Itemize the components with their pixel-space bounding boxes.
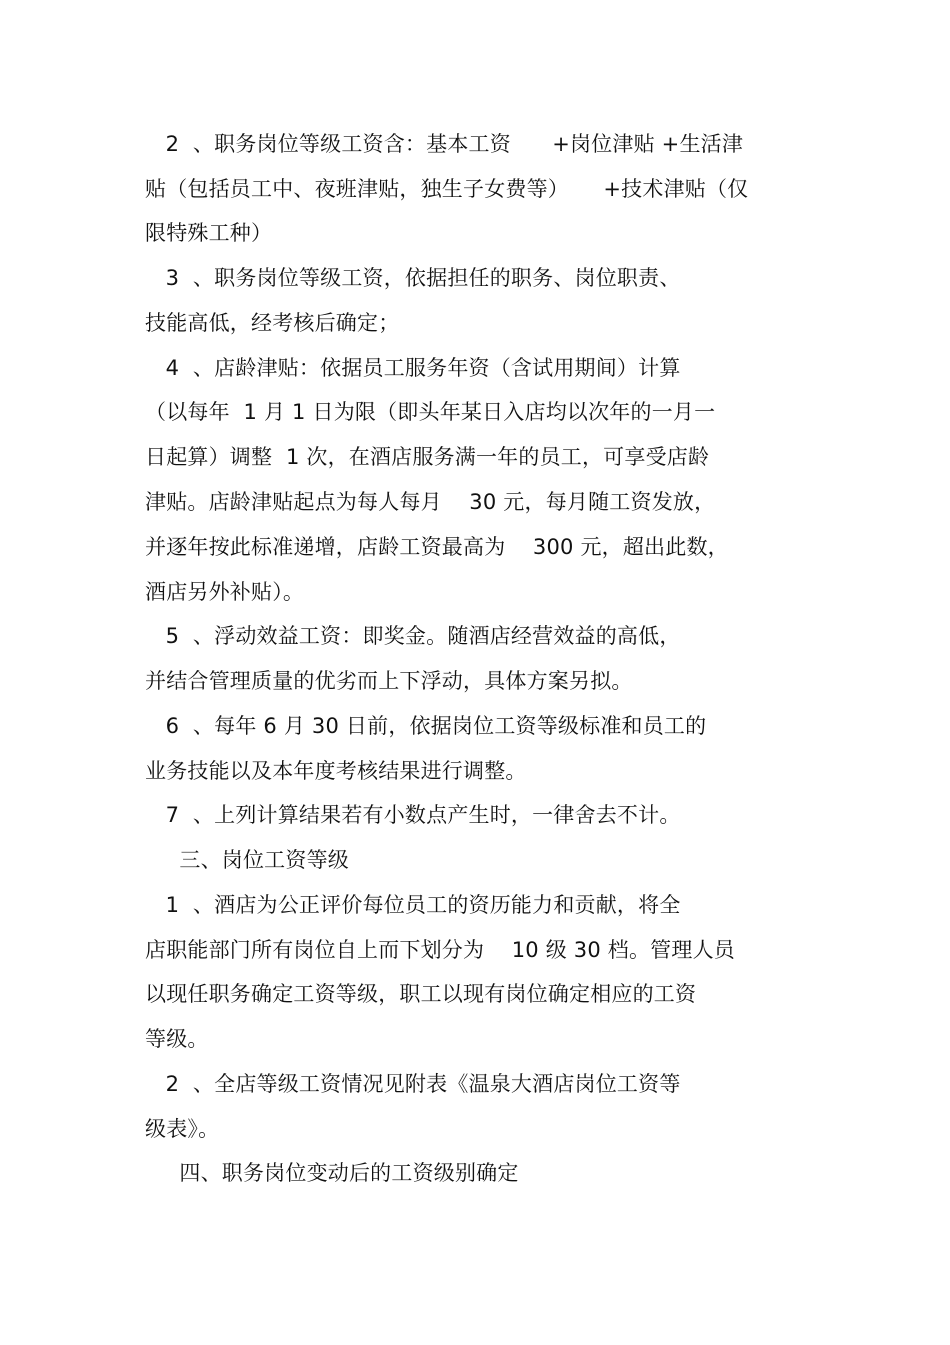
text-line: 4 、店龄津贴：依据员工服务年资（含试用期间）计算 bbox=[145, 356, 681, 380]
text-line: 日起算）调整 1 次，在酒店服务满一年的员工，可享受店龄 bbox=[145, 445, 710, 469]
text-line: 3 、职务岗位等级工资，依据担任的职务、岗位职责、 bbox=[145, 266, 681, 290]
text-line: 级表》。 bbox=[145, 1117, 220, 1141]
text-line: 2 、职务岗位等级工资含：基本工资 +岗位津贴 +生活津 bbox=[145, 132, 744, 156]
text-line: 限特殊工种） bbox=[145, 221, 273, 245]
text-line: 并逐年按此标准递增，店龄工资最高为 300 元，超出此数， bbox=[145, 535, 729, 559]
text-line: 6 、每年 6 月 30 日前，依据岗位工资等级标准和员工的 bbox=[145, 714, 707, 738]
text-line: 店职能部门所有岗位自上而下划分为 10 级 30 档。管理人员 bbox=[145, 938, 735, 962]
text-line: 业务技能以及本年度考核结果进行调整。 bbox=[145, 759, 527, 783]
text-line: （以每年 1 月 1 日为限（即头年某日入店均以次年的一月一 bbox=[145, 400, 716, 424]
text-line: 津贴。店龄津贴起点为每人每月 30 元，每月随工资发放， bbox=[145, 490, 716, 514]
text-line: 酒店另外补贴）。 bbox=[145, 580, 305, 604]
section-heading: 四、职务岗位变动后的工资级别确定 bbox=[145, 1161, 519, 1185]
text-line: 等级。 bbox=[145, 1027, 209, 1051]
text-line: 以现任职务确定工资等级，职工以现有岗位确定相应的工资 bbox=[145, 982, 697, 1006]
text-line: 贴（包括员工中、夜班津贴，独生子女费等） +技术津贴（仅 bbox=[145, 177, 749, 201]
text-line: 7 、上列计算结果若有小数点产生时，一律舍去不计。 bbox=[145, 803, 681, 827]
section-heading: 三、岗位工资等级 bbox=[145, 848, 349, 872]
text-line: 2 、全店等级工资情况见附表《温泉大酒店岗位工资等 bbox=[145, 1072, 681, 1096]
text-line: 1 、酒店为公正评价每位员工的资历能力和贡献，将全 bbox=[145, 893, 681, 917]
text-line: 并结合管理质量的优劣而上下浮动，具体方案另拟。 bbox=[145, 669, 633, 693]
text-line: 5 、浮动效益工资：即奖金。随酒店经营效益的高低， bbox=[145, 624, 681, 648]
text-line: 技能高低，经考核后确定； bbox=[145, 311, 400, 335]
